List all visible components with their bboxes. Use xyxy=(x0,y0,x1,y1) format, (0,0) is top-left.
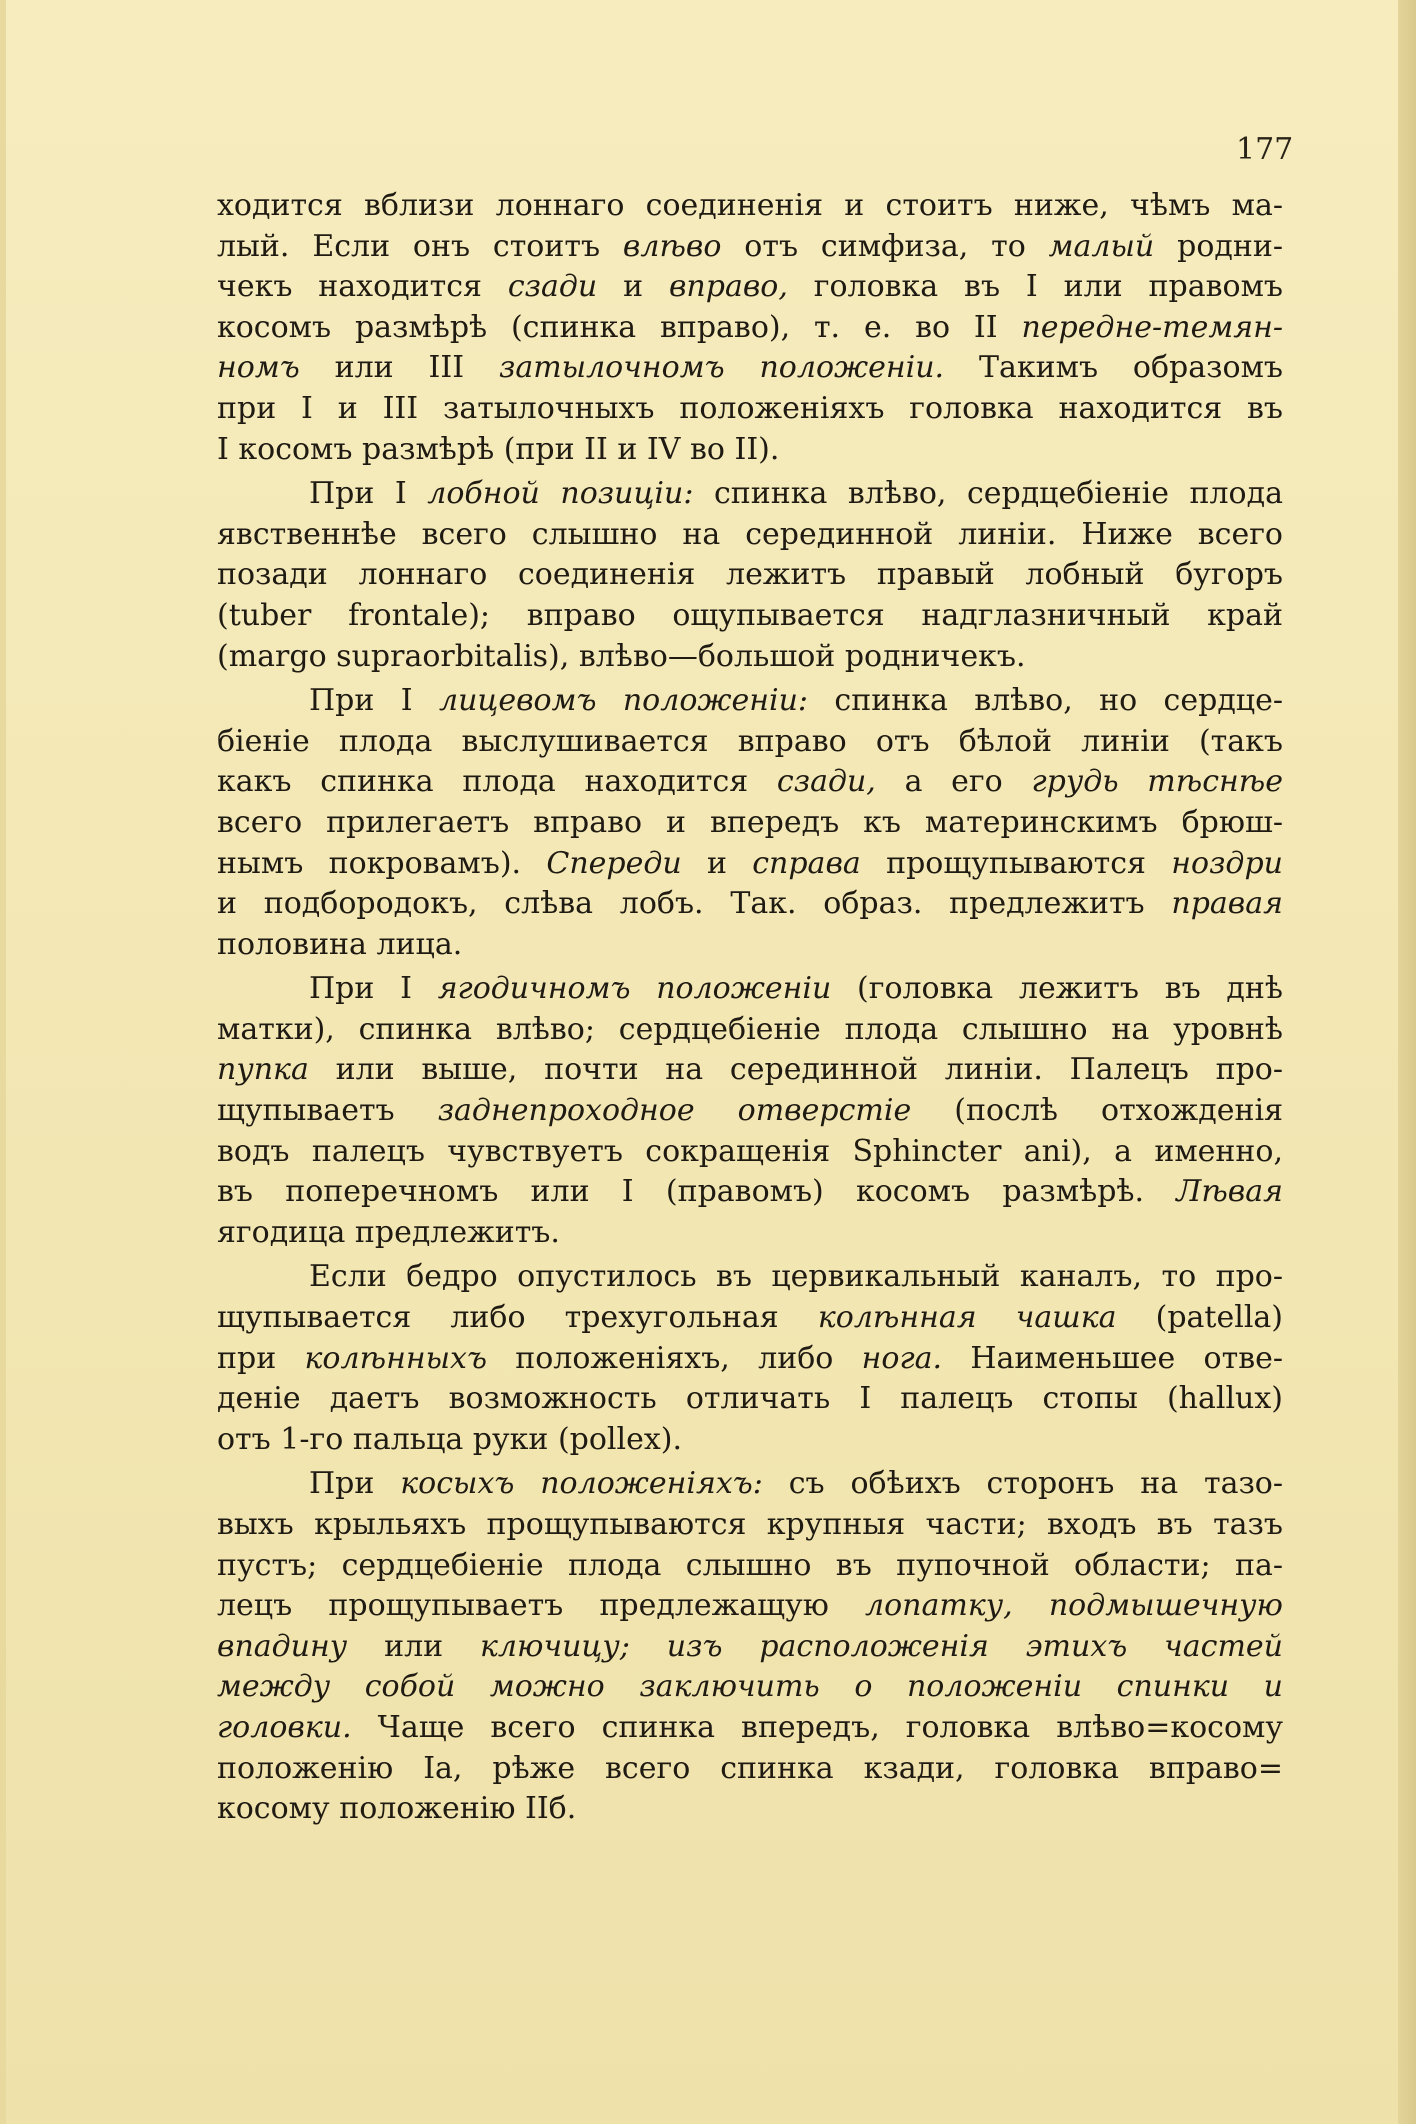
text-segment: біеніе плода выслушивается вправо отъ бѣлой линіи (такъ xyxy=(217,723,1283,759)
text-line xyxy=(217,227,1283,268)
italic-text: малый xyxy=(1048,228,1155,264)
text-line xyxy=(217,762,1283,803)
text-segment: положеніяхъ, либо xyxy=(486,1340,862,1376)
text-segment: всего прилегаетъ вправо и впередъ къ материнскимъ брюш- xyxy=(217,804,1283,840)
text-line xyxy=(217,1420,1283,1461)
text-segment: отъ 1-го пальца руки (pollex). xyxy=(217,1421,683,1457)
italic-text: Спереди xyxy=(546,845,682,881)
text-line xyxy=(217,1050,1283,1091)
italic-text: колѣнная чашка xyxy=(817,1300,1117,1336)
italic-text: заднепроходное отверстіе xyxy=(437,1093,912,1129)
text-segment: ягодица предлежитъ. xyxy=(217,1214,560,1250)
text-segment: при xyxy=(217,1340,305,1376)
text-line xyxy=(217,1708,1283,1749)
text-line xyxy=(217,515,1283,556)
text-line xyxy=(217,267,1283,308)
body-text xyxy=(217,186,1283,1830)
paragraph xyxy=(217,186,1283,470)
text-line xyxy=(217,925,1283,966)
text-line xyxy=(217,1132,1283,1173)
page-left-edge xyxy=(0,0,6,2124)
italic-text: головки. xyxy=(217,1709,352,1745)
italic-text: Лѣвая xyxy=(1176,1174,1283,1210)
text-segment: половина лица. xyxy=(217,926,463,962)
text-segment: выхъ крыльяхъ прощупываются крупныя части; входъ въ тазъ xyxy=(217,1507,1283,1542)
text-segment: При I xyxy=(309,683,439,719)
text-segment: родни- xyxy=(1154,228,1283,264)
text-segment: позади лоннаго соединенія лежитъ правый лобный бугоръ xyxy=(217,557,1283,593)
italic-text: влѣво xyxy=(622,228,722,264)
text-line xyxy=(217,1213,1283,1254)
text-line xyxy=(217,1627,1283,1668)
text-line xyxy=(217,1586,1283,1627)
text-segment: (margo supraorbitalis), влѣво—большой родничекъ. xyxy=(217,638,1026,674)
paragraph xyxy=(217,1464,1283,1829)
text-line xyxy=(217,1546,1283,1587)
text-segment: I косомъ размѣрѣ (при II и IV во II). xyxy=(217,431,780,467)
text-segment xyxy=(1013,1588,1049,1623)
italic-text: впадину xyxy=(217,1628,348,1664)
text-line xyxy=(217,969,1283,1010)
text-segment: или III xyxy=(299,350,499,386)
italic-text: лопатку, xyxy=(865,1588,1013,1624)
italic-text: сзади xyxy=(507,269,598,305)
text-segment: (tuber frontale); вправо ощупывается надглазничный край xyxy=(217,597,1283,633)
text-line xyxy=(217,1505,1283,1546)
text-line xyxy=(217,1789,1283,1830)
paragraph xyxy=(217,1257,1283,1460)
italic-text: вправо, xyxy=(668,269,788,305)
text-line xyxy=(217,430,1283,471)
text-line xyxy=(217,1091,1283,1132)
text-segment: нымъ покровамъ). xyxy=(217,845,547,881)
text-line xyxy=(217,803,1283,844)
text-line xyxy=(217,186,1283,227)
text-line xyxy=(217,308,1283,349)
text-segment: ходится вблизи лоннаго соединенія и стоитъ ниже, чѣмъ ма- xyxy=(217,188,1283,223)
text-line xyxy=(217,474,1283,515)
italic-text: правая xyxy=(1171,886,1283,922)
text-segment: Если бедро опустилось въ цервикальный каналъ, то про- xyxy=(309,1259,1283,1295)
text-segment: головка въ I или правомъ xyxy=(787,269,1283,305)
italic-text: ноздри xyxy=(1171,845,1283,881)
text-segment: Чаще всего спинка впередъ, головка влѣво=косому xyxy=(351,1709,1283,1745)
text-line xyxy=(217,1298,1283,1339)
text-segment: лецъ прощупываетъ предлежащую xyxy=(217,1588,865,1624)
text-segment: при I и III затылочныхъ положеніяхъ головка находится въ xyxy=(217,390,1283,426)
text-line xyxy=(217,884,1283,925)
italic-text: ключицу; изъ расположенія этихъ частей xyxy=(480,1628,1283,1664)
italic-text: затылочномъ положеніи. xyxy=(498,350,945,386)
text-segment: отъ симфиза, то xyxy=(721,228,1049,264)
text-segment: водъ палецъ чувствуетъ сокращенія Sphincter ani), а именно, xyxy=(217,1133,1283,1169)
text-segment: въ поперечномъ или I (правомъ) косомъ размѣрѣ. xyxy=(217,1174,1177,1210)
page-right-edge xyxy=(1398,0,1416,2124)
text-segment: косомъ размѣрѣ (спинка вправо), т. е. во II xyxy=(217,309,1022,345)
italic-text: нога. xyxy=(861,1340,943,1376)
text-line xyxy=(217,681,1283,722)
italic-text: пупка xyxy=(217,1052,309,1088)
italic-text: лобной позиціи: xyxy=(427,476,694,512)
italic-text: номъ xyxy=(217,350,300,386)
text-segment: положенію Ia, рѣже всего спинка кзади, головка вправо= xyxy=(217,1750,1283,1786)
italic-text: подмышечную xyxy=(1048,1588,1283,1624)
text-segment: и xyxy=(681,845,753,881)
text-segment: явственнѣе всего слышно на серединной линіи. Ниже всего xyxy=(217,516,1283,552)
text-segment: При I xyxy=(309,476,428,512)
italic-text: грудь тѣснѣе xyxy=(1031,764,1283,800)
text-segment: или xyxy=(347,1628,481,1664)
text-segment: или выше, почти на серединной линіи. Палецъ про- xyxy=(308,1052,1283,1088)
text-segment: прощупываются xyxy=(860,845,1172,881)
text-line xyxy=(217,844,1283,885)
paragraph xyxy=(217,969,1283,1253)
text-segment: щупываетъ xyxy=(217,1093,438,1129)
text-segment: щупывается либо трехугольная xyxy=(217,1300,818,1336)
text-segment: какъ спинка плода находится xyxy=(217,764,777,800)
italic-text: между собой можно заключить о положеніи спинки и xyxy=(217,1669,1283,1705)
text-segment: лый. Если онъ стоитъ xyxy=(217,228,623,264)
text-line xyxy=(217,1749,1283,1790)
text-line xyxy=(217,596,1283,637)
paragraph xyxy=(217,681,1283,965)
text-line xyxy=(217,555,1283,596)
text-segment: (послѣ отхожденія xyxy=(911,1093,1283,1129)
text-line xyxy=(217,389,1283,430)
text-line xyxy=(217,348,1283,389)
text-segment: При xyxy=(309,1466,401,1502)
italic-text: ягодичномъ положеніи xyxy=(437,971,832,1007)
text-segment: чекъ находится xyxy=(217,269,508,305)
italic-text: передне-темян- xyxy=(1021,309,1283,345)
text-line xyxy=(217,1667,1283,1708)
text-line xyxy=(217,1257,1283,1298)
text-line xyxy=(217,1010,1283,1051)
text-segment: а его xyxy=(875,764,1032,800)
text-segment: спинка влѣво, но сердце- xyxy=(808,683,1283,719)
italic-text: лицевомъ положеніи: xyxy=(438,683,809,719)
paragraph xyxy=(217,474,1283,677)
text-segment: деніе даетъ возможность отличать I палецъ стопы (hallux) xyxy=(217,1381,1283,1417)
text-segment: Наименьшее отве- xyxy=(942,1340,1283,1376)
text-line xyxy=(217,1379,1283,1420)
italic-text: справа xyxy=(752,845,861,881)
italic-text: косыхъ положеніяхъ: xyxy=(400,1466,763,1502)
text-segment: При I xyxy=(309,971,438,1007)
italic-text: сзади, xyxy=(776,764,876,800)
text-segment: Такимъ образомъ xyxy=(944,350,1283,386)
text-line xyxy=(217,637,1283,678)
italic-text: колѣнныхъ xyxy=(304,1340,487,1376)
text-line xyxy=(217,1172,1283,1213)
text-segment: (patella) xyxy=(1116,1300,1283,1336)
text-segment: пустъ; сердцебіеніе плода слышно въ пупочной области; па- xyxy=(217,1547,1283,1583)
text-line xyxy=(217,1464,1283,1505)
text-segment: съ обѣихъ сторонъ на тазо- xyxy=(762,1466,1283,1502)
text-segment: и xyxy=(597,269,669,305)
text-segment: косому положенію IIб. xyxy=(217,1791,577,1827)
text-line xyxy=(217,1339,1283,1380)
text-segment: спинка влѣво, сердцебіеніе плода xyxy=(693,476,1283,512)
text-segment: (головка лежитъ въ днѣ xyxy=(831,971,1283,1007)
text-segment: матки), спинка влѣво; сердцебіеніе плода слышно на уровнѣ xyxy=(217,1011,1283,1047)
page-number: 177 xyxy=(1236,132,1294,167)
text-segment: и подбородокъ, слѣва лобъ. Так. образ. предлежитъ xyxy=(217,886,1172,922)
text-line xyxy=(217,722,1283,763)
